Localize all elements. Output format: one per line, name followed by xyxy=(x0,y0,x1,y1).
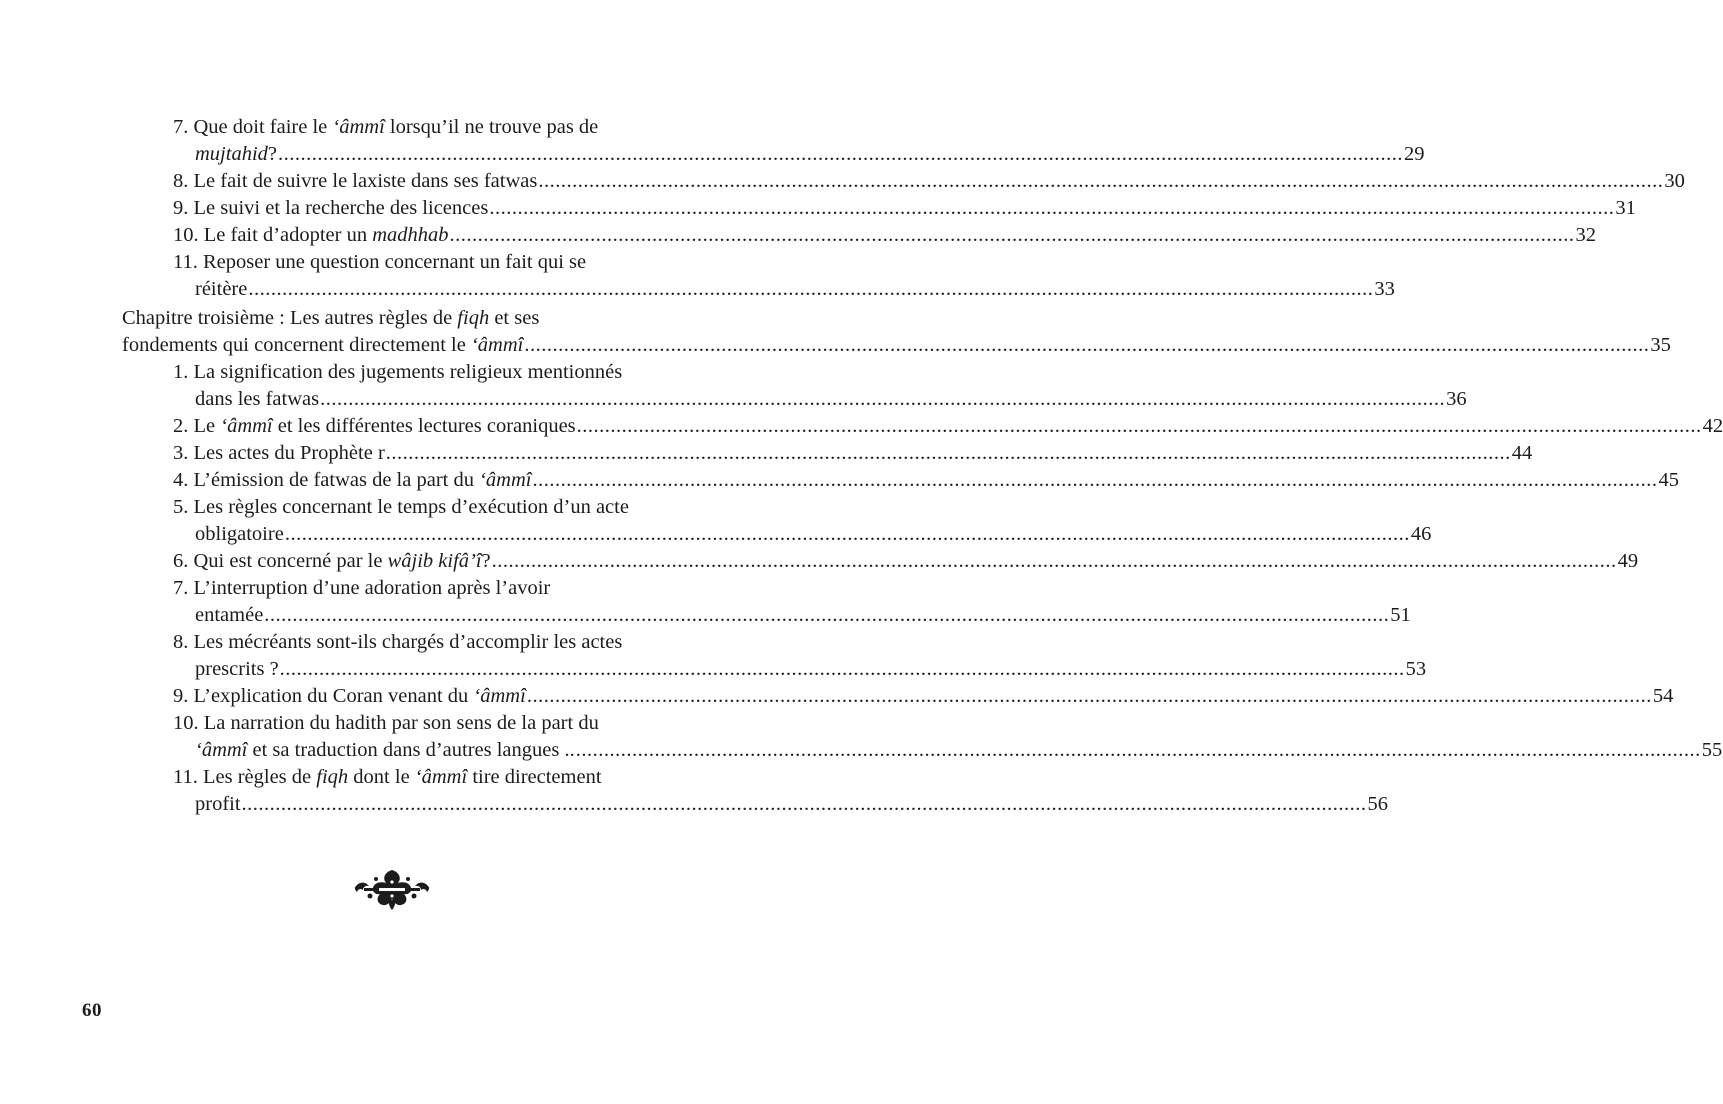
toc-dot-leader: ........................................................................................................................................................................................................ xyxy=(449,224,1575,246)
toc-italic-term: fiqh xyxy=(457,307,490,329)
toc-page-number: 49 xyxy=(1617,550,1639,572)
toc-entry-title xyxy=(195,521,284,548)
toc-text: 9. L’explication du Coran venant du xyxy=(173,685,474,707)
toc-entry-line xyxy=(195,521,1432,548)
toc-text: et sa traduction dans d’autres langues .. xyxy=(247,739,575,761)
toc-italic-term: ‘âmmî xyxy=(414,766,468,788)
toc-page-number: 35 xyxy=(1650,334,1671,356)
toc-text: dans les fatwas xyxy=(195,388,320,410)
toc-text: et ses xyxy=(489,307,540,329)
toc-entry-title xyxy=(173,440,385,467)
toc-entry-line xyxy=(173,359,670,386)
toc-page-number: 54 xyxy=(1652,685,1674,707)
toc-entry-line xyxy=(173,168,1685,195)
toc-text: 5. Les règles concernant le temps d’exécution d’un acte xyxy=(173,496,629,518)
toc-italic-term: mujtahid xyxy=(195,143,268,165)
toc-entry-line xyxy=(173,114,670,141)
toc-entry-title xyxy=(173,413,576,440)
toc-page-number: 32 xyxy=(1575,224,1597,246)
toc-page-number: 42 xyxy=(1702,415,1723,437)
toc-entry-line xyxy=(173,629,670,656)
toc-entry-title xyxy=(122,332,523,359)
toc-text: fondements qui concernent directement le xyxy=(122,334,471,356)
toc-entry-line xyxy=(195,737,1723,764)
toc-page-number: 55 xyxy=(1701,739,1723,761)
toc-italic-term: ‘âmmî xyxy=(479,469,532,491)
toc-page-number: 36 xyxy=(1446,388,1467,410)
toc-text: prescrits ? xyxy=(195,658,279,680)
toc-text: obligatoire xyxy=(195,523,284,545)
toc-text: profit xyxy=(195,793,241,815)
toc-dot-leader: ........................................................................................................................................................................................................ xyxy=(576,415,1702,437)
table-of-contents xyxy=(0,114,1723,818)
toc-entry-line xyxy=(173,249,670,276)
toc-entry-line xyxy=(195,656,1427,683)
toc-entry-title xyxy=(173,496,629,518)
toc-entry-title xyxy=(173,222,449,249)
toc-text: ? xyxy=(481,550,491,572)
toc-entry-title xyxy=(195,602,263,629)
toc-entry-line xyxy=(195,791,1389,818)
toc-dot-leader: ........................................................................................................................................................................................................ xyxy=(278,143,1404,165)
toc-dot-leader: ........................................................................................................................................................................................................ xyxy=(264,604,1390,626)
toc-italic-term: madhhab xyxy=(372,224,449,246)
toc-page-number: 30 xyxy=(1664,170,1685,192)
toc-page-number: 53 xyxy=(1405,658,1427,680)
toc-entry-title xyxy=(195,737,575,764)
toc-dot-leader: ........................................................................................................................................................................................................ xyxy=(385,442,1511,464)
toc-dot-leader: ........................................................................................................................................................................................................ xyxy=(320,388,1446,410)
toc-entry-line xyxy=(122,305,670,332)
toc-dot-leader: ........................................................................................................................................................................................................ xyxy=(532,469,1658,491)
toc-text: et les différentes lectures coraniques xyxy=(272,415,576,437)
toc-entry-title xyxy=(195,386,319,413)
toc-dot-leader: ........................................................................................................................................................................................................ xyxy=(241,793,1367,815)
toc-entry-title xyxy=(195,656,279,683)
toc-entry-title xyxy=(195,791,241,818)
toc-text: Chapitre troisième : Les autres règles de xyxy=(122,307,458,329)
toc-page-number: 29 xyxy=(1404,143,1425,165)
toc-dot-leader: ........................................................................................................................................................................................................ xyxy=(526,685,1652,707)
toc-text: 9. Le suivi et la recherche des licences xyxy=(173,197,489,219)
toc-text: 11. Les règles de xyxy=(173,766,317,788)
toc-dot-leader: ........................................................................................................................................................................................................ xyxy=(489,197,1615,219)
toc-entry-title xyxy=(173,548,491,575)
toc-entry-title xyxy=(173,116,598,138)
toc-entry-title xyxy=(173,577,550,599)
toc-entry-title xyxy=(195,276,247,303)
toc-dot-leader: ........................................................................................................................................................................................................ xyxy=(538,170,1664,192)
toc-entry-line xyxy=(173,467,1679,494)
toc-entry-title xyxy=(173,766,602,788)
toc-italic-term: ‘âmmî xyxy=(220,415,273,437)
toc-entry-line xyxy=(173,764,670,791)
toc-entry-title xyxy=(195,141,277,168)
toc-entry-line xyxy=(173,710,670,737)
toc-page-number: 31 xyxy=(1615,197,1636,219)
toc-page-number: 44 xyxy=(1511,442,1533,464)
toc-entry-line xyxy=(173,683,1674,710)
toc-page-number: 33 xyxy=(1374,278,1395,300)
toc-page-number: 45 xyxy=(1658,469,1679,491)
toc-entry-title xyxy=(173,712,599,734)
toc-italic-term: fiqh xyxy=(316,766,349,788)
toc-italic-term: wâjib kifâ’î xyxy=(387,550,482,572)
toc-entry-title xyxy=(122,307,539,329)
toc-text: 6. Qui est concerné par le xyxy=(173,550,388,572)
toc-dot-leader: ........................................................................................................................................................................................................ xyxy=(248,278,1374,300)
toc-entry-title xyxy=(173,195,488,222)
toc-text: 8. Le fait de suivre le laxiste dans ses fatwas xyxy=(173,170,538,192)
toc-entry-title xyxy=(173,631,622,653)
toc-italic-term: ‘âmmî xyxy=(195,739,248,761)
toc-entry-line xyxy=(173,195,1636,222)
toc-text: réitère xyxy=(195,278,248,300)
toc-entry-line xyxy=(173,413,1723,440)
toc-text: 11. Reposer une question concernant un fait qui se xyxy=(173,251,587,273)
toc-entry-title xyxy=(173,361,622,383)
toc-text: entamée xyxy=(195,604,264,626)
toc-entry-line xyxy=(122,332,1671,359)
toc-entry-line xyxy=(195,276,1395,303)
toc-entry-line xyxy=(173,575,670,602)
toc-entry-title xyxy=(173,251,586,273)
toc-dot-leader: ........................................................................................................................................................................................................ xyxy=(524,334,1650,356)
toc-text: ? xyxy=(267,143,278,165)
toc-entry-line xyxy=(173,548,1639,575)
toc-entry-line xyxy=(173,494,670,521)
toc-dot-leader: ........................................................................................................................................................................................................ xyxy=(491,550,1617,572)
toc-text: 3. Les actes du Prophète r xyxy=(173,442,385,464)
toc-dot-leader: ........................................................................................................................................................................................................ xyxy=(284,523,1410,545)
toc-dot-leader: ........................................................................................................................................................................................................ xyxy=(575,739,1701,761)
toc-text: 10. Le fait d’adopter un xyxy=(173,224,373,246)
toc-text: 7. Que doit faire le xyxy=(173,116,333,138)
toc-text: 10. La narration du hadith par son sens de la part du xyxy=(173,712,599,734)
toc-text: lorsqu’il ne trouve pas de xyxy=(384,116,599,138)
toc-text: 7. L’interruption d’une adoration après l’avoir xyxy=(173,577,551,599)
toc-text: 8. Les mécréants sont-ils chargés d’accomplir les actes xyxy=(173,631,623,653)
toc-page-number: 51 xyxy=(1390,604,1411,626)
toc-page-number: 56 xyxy=(1367,793,1389,815)
toc-text: tire directement xyxy=(467,766,602,788)
toc-entry-line xyxy=(173,222,1597,249)
ornament-fleuron-icon xyxy=(352,866,432,910)
toc-entry-title xyxy=(173,467,532,494)
toc-entry-line xyxy=(195,386,1467,413)
toc-entry-line xyxy=(195,602,1411,629)
toc-italic-term: ‘âmmî xyxy=(473,685,526,707)
toc-entry-title xyxy=(173,683,526,710)
toc-italic-term: ‘âmmî xyxy=(332,116,385,138)
toc-entry-line xyxy=(195,141,1425,168)
toc-page-number: 46 xyxy=(1410,523,1432,545)
toc-entry-title xyxy=(173,168,537,195)
toc-text: 1. La signification des jugements religieux mentionnés xyxy=(173,361,623,383)
toc-italic-term: ‘âmmî xyxy=(470,334,524,356)
toc-entry-line xyxy=(173,440,1533,467)
toc-text: 4. L’émission de fatwas de la part du xyxy=(173,469,480,491)
toc-text: dont le xyxy=(348,766,415,788)
toc-text: 2. Le xyxy=(173,415,221,437)
toc-dot-leader: ........................................................................................................................................................................................................ xyxy=(279,658,1405,680)
page-number: 60 xyxy=(82,1000,102,1021)
